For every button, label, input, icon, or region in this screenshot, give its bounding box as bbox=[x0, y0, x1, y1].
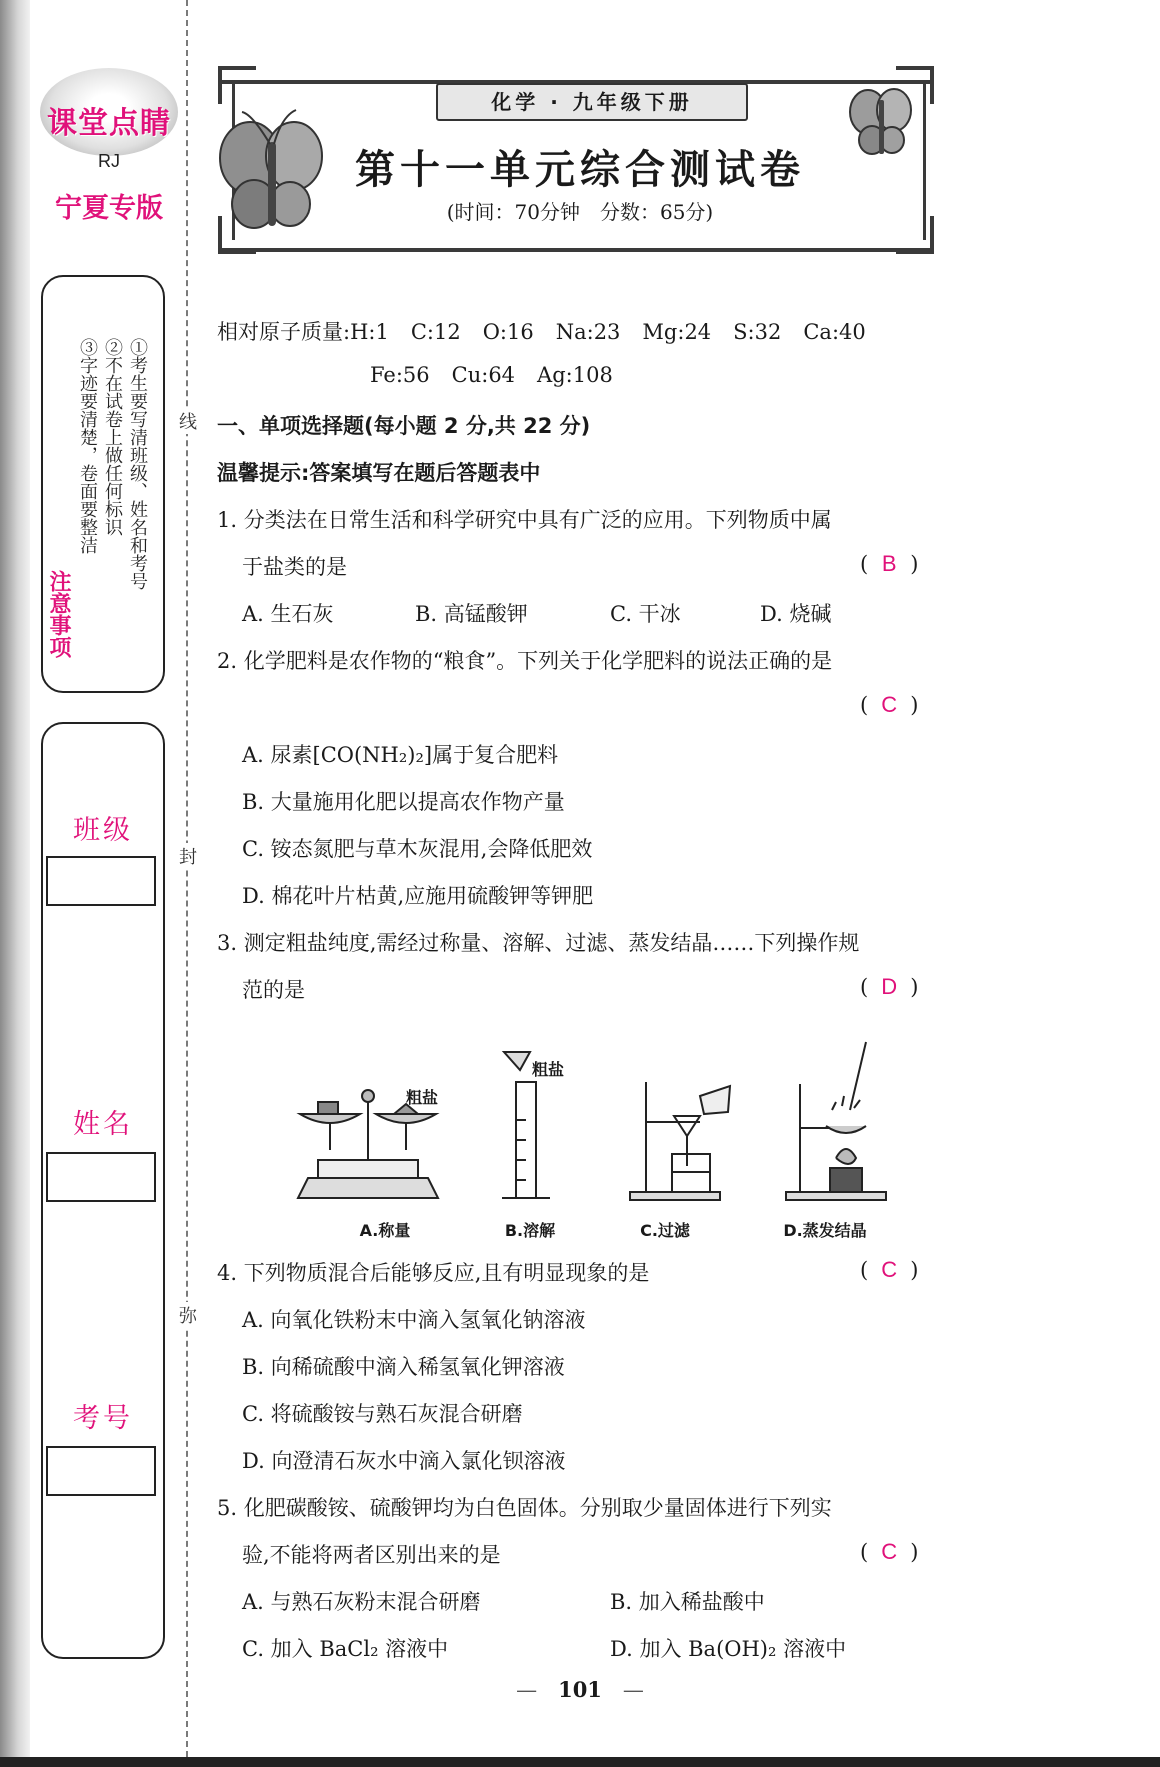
section-title: 一、单项选择题(每小题 2 分,共 22 分) bbox=[217, 414, 591, 438]
name-field[interactable] bbox=[46, 1152, 156, 1202]
name-label: 姓名 bbox=[73, 1109, 133, 1140]
q2-option-a: A. 尿素[CO(NH₂)₂]属于复合肥料 bbox=[242, 743, 559, 767]
edition-label: 宁夏专版 bbox=[55, 193, 163, 224]
notice-item-2: ②不在试卷上做任何标识 bbox=[102, 338, 123, 536]
q3-fig-label-c: C.过滤 bbox=[640, 1221, 690, 1240]
q3-answer: ( D ) bbox=[860, 974, 919, 999]
q3-stem-line2: 范的是 bbox=[242, 978, 305, 1002]
q5-option-c: C. 加入 BaCl₂ 溶液中 bbox=[242, 1637, 449, 1661]
seal-mark-feng: 封 bbox=[178, 843, 198, 869]
page-binding-shadow bbox=[0, 0, 30, 1767]
q1-answer: ( B ) bbox=[860, 551, 919, 576]
q3-fig-label-a: A.称量 bbox=[359, 1221, 411, 1240]
atomic-mass-c: C:12 bbox=[410, 320, 461, 344]
q4-answer-value: C bbox=[881, 1257, 898, 1282]
class-label: 班级 bbox=[73, 815, 133, 846]
q5-answer-value: C bbox=[881, 1539, 898, 1564]
frame-corner-tl bbox=[218, 66, 256, 104]
q5-stem-line1: 5. 化肥碳酸铵、硫酸钾均为白色固体。分别取少量固体进行下列实 bbox=[217, 1496, 832, 1520]
q4-stem-line1: 4. 下列物质混合后能够反应,且有明显现象的是 bbox=[217, 1261, 650, 1285]
paper-title: 第十一单元综合测试卷 bbox=[355, 146, 805, 193]
q4-option-a: A. 向氧化铁粉末中滴入氢氧化钠溶液 bbox=[242, 1308, 586, 1332]
q2-answer: ( C ) bbox=[860, 692, 919, 717]
atomic-mass-na: Na:23 bbox=[555, 320, 621, 344]
atomic-mass-ca: Ca:40 bbox=[803, 320, 866, 344]
notice-item-3: ③字迹要清楚，卷面要整洁 bbox=[77, 338, 98, 554]
section-tip: 温馨提示:答案填写在题后答题表中 bbox=[217, 461, 541, 485]
atomic-mass-s: S:32 bbox=[733, 320, 782, 344]
seal-line bbox=[186, 0, 188, 1757]
atomic-mass-mg: Mg:24 bbox=[642, 320, 712, 344]
notice-item-1: ①考生要写清班级、姓名和考号 bbox=[127, 338, 148, 590]
atomic-mass-line-2 bbox=[370, 363, 613, 387]
q4-option-b: B. 向稀硫酸中滴入稀氢氧化钾溶液 bbox=[242, 1355, 565, 1379]
q1-stem-line1: 1. 分类法在日常生活和科学研究中具有广泛的应用。下列物质中属 bbox=[217, 508, 832, 532]
page-number: — 101 — bbox=[516, 1677, 644, 1702]
atomic-mass-label: 相对原子质量: bbox=[217, 320, 351, 344]
q2-stem-line1: 2. 化学肥料是农作物的“粮食”。下列关于化学肥料的说法正确的是 bbox=[217, 649, 833, 673]
atomic-mass-line-1 bbox=[217, 316, 866, 346]
q3-fig-label-d: D.蒸发结晶 bbox=[783, 1221, 867, 1240]
seal-mark-xian: 线 bbox=[178, 408, 198, 434]
q3-tag-crude-salt-2: 粗盐 bbox=[532, 1060, 565, 1079]
atomic-mass-cu: Cu:64 bbox=[451, 363, 516, 387]
page-number-value: 101 bbox=[558, 1677, 602, 1702]
q4-option-d: D. 向澄清石灰水中滴入氯化钡溶液 bbox=[242, 1449, 566, 1473]
q2-option-d: D. 棉花叶片枯黄,应施用硫酸钾等钾肥 bbox=[242, 884, 594, 908]
q5-stem-line2: 验,不能将两者区别出来的是 bbox=[242, 1543, 501, 1567]
brand-logo-text: 课堂点睛 bbox=[47, 106, 171, 141]
evaporation-drawing bbox=[786, 1042, 886, 1200]
q3-fig-label-b: B.溶解 bbox=[504, 1221, 556, 1240]
paper-meta: (时间：70分钟 分数：65分) bbox=[446, 200, 714, 224]
atomic-mass-o: O:16 bbox=[482, 320, 534, 344]
q3-apparatus-figure bbox=[290, 1040, 890, 1240]
atomic-mass-ag: Ag:108 bbox=[537, 363, 613, 387]
q3-tag-crude-salt-1: 粗盐 bbox=[406, 1088, 439, 1107]
q1-option-c: C. 干冰 bbox=[610, 602, 681, 626]
bottom-edge bbox=[0, 1757, 1160, 1767]
q1-option-b: B. 高锰酸钾 bbox=[415, 602, 528, 626]
q2-answer-value: C bbox=[881, 692, 898, 717]
q5-option-a: A. 与熟石灰粉末混合研磨 bbox=[242, 1590, 481, 1614]
class-field[interactable] bbox=[46, 856, 156, 906]
book-tab: 化学 · 九年级下册 bbox=[436, 83, 748, 121]
atomic-mass-h: H:1 bbox=[350, 320, 389, 344]
q5-answer: ( C ) bbox=[860, 1539, 919, 1564]
q5-option-b: B. 加入稀盐酸中 bbox=[610, 1590, 765, 1614]
q4-option-c: C. 将硫酸铵与熟石灰混合研磨 bbox=[242, 1402, 523, 1426]
q5-option-d: D. 加入 Ba(OH)₂ 溶液中 bbox=[610, 1637, 847, 1661]
filtration-drawing bbox=[630, 1082, 730, 1200]
exam-number-field[interactable] bbox=[46, 1446, 156, 1496]
q1-option-d: D. 烧碱 bbox=[760, 602, 832, 626]
q1-option-a: A. 生石灰 bbox=[242, 602, 334, 626]
q2-option-c: C. 铵态氮肥与草木灰混用,会降低肥效 bbox=[242, 837, 593, 861]
q3-answer-value: D bbox=[881, 974, 898, 999]
exam-number-label: 考号 bbox=[73, 1403, 133, 1434]
q3-stem-line1: 3. 测定粗盐纯度,需经过称量、溶解、过滤、蒸发结晶……下列操作规 bbox=[217, 931, 860, 955]
q1-answer-value: B bbox=[881, 551, 897, 576]
atomic-mass-fe: Fe:56 bbox=[370, 363, 430, 387]
brand-logo-sub: RJ bbox=[98, 151, 120, 171]
notice-title: 注意事项 bbox=[46, 570, 71, 658]
frame-corner-br bbox=[896, 216, 934, 254]
q4-answer: ( C ) bbox=[860, 1257, 919, 1282]
q2-option-b: B. 大量施用化肥以提高农作物产量 bbox=[242, 790, 565, 814]
q1-stem-line2: 于盐类的是 bbox=[242, 555, 347, 579]
seal-mark-mi: 弥 bbox=[178, 1302, 198, 1328]
